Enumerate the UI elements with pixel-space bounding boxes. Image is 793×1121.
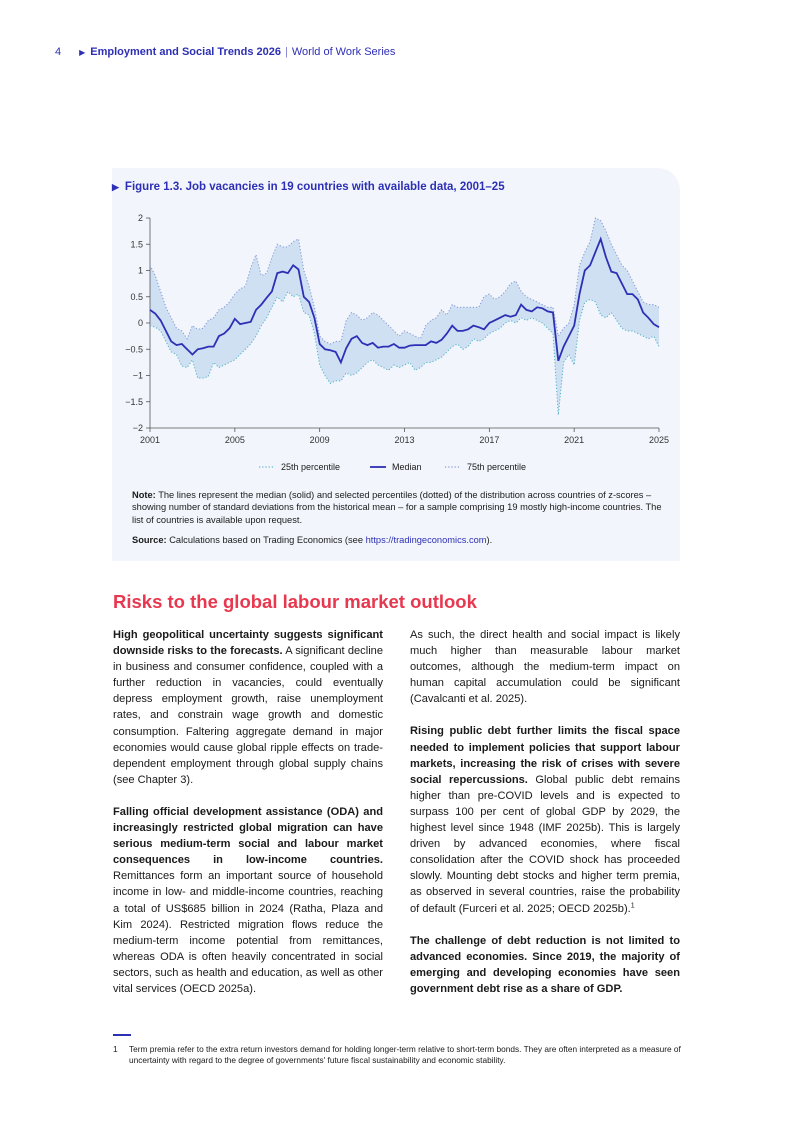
footnote — [113, 1044, 681, 1066]
paragraph-text: A significant decline in business and consumer confidence, coupled with a further reduction in vacancies, could eventually depress employment growth, raise unemployment rates, and constrain wage growth and domestic consumption. Faltering aggregate demand in major economies would cause global ripple effects on trade-dependent employment through global supply chains (see Chapter 3). — [113, 645, 383, 786]
source-label: Source: — [132, 535, 167, 545]
y-tick-label: −0.5 — [125, 344, 143, 355]
left-column — [113, 627, 383, 1013]
note-label: Note: — [132, 490, 156, 500]
source-text: Calculations based on Trading Economics (see — [169, 535, 366, 545]
paragraph — [410, 723, 680, 916]
y-tick-label: −1 — [132, 370, 143, 381]
triangle-icon: ▶ — [79, 47, 86, 57]
paragraph-lead: The challenge of debt reduction is not limited to advanced economies. Since 2019, the majority of emerging and developing economies have seen government debt rise as a share of GDP. — [410, 934, 680, 995]
figure-box — [112, 168, 680, 561]
paragraph-text: As such, the direct health and social impact is likely much higher than measurable labour market outcomes, although the medium-term impact on human capital accumulation could be significant (Cavalcanti et al. 2025). — [410, 629, 680, 706]
y-tick-label: 0.5 — [130, 291, 143, 302]
paragraph — [410, 933, 680, 997]
x-tick-label: 2005 — [224, 435, 245, 445]
paragraph-lead: Falling official development assistance (ODA) and increasingly restricted global migration can have serious medium-term social and labour market consequences in low-income countries. — [113, 805, 383, 867]
right-column — [410, 627, 680, 1013]
running-header — [55, 46, 395, 58]
paragraph — [113, 804, 383, 997]
figure-source — [132, 534, 672, 546]
y-tick-label: 1 — [137, 265, 143, 276]
paragraph-lead: Rising public debt further limits the fiscal space needed to implement policies that support labour markets, increasing the risk of crises with severe social repercussions. — [410, 725, 680, 786]
paragraph-text: Global public debt remains higher than pre-COVID levels and is expected to surpass 100 per cent of global GDP by 2029, the highest level since 1948 (IMF 2025b). This is largely driven by advanced economies, where fiscal consolidation after the COVID shock has proceeded slowly. Mounting debt stocks and higher term premia, as observed in several countries, raise the probability of default (Furceri et al. 2025; OECD 2025b). — [410, 773, 680, 915]
legend-label: Median — [392, 462, 422, 473]
x-tick-label: 2009 — [309, 435, 330, 445]
footnote-number: 1 — [113, 1044, 118, 1054]
report-title: Employment and Social Trends 2026 — [90, 46, 282, 58]
x-tick-label: 2025 — [648, 435, 670, 445]
percentile-band — [150, 218, 659, 415]
paragraph — [410, 627, 680, 707]
y-tick-label: 0 — [137, 318, 143, 329]
source-link[interactable]: https://tradingeconomics.com — [365, 535, 487, 545]
section-heading: Risks to the global labour market outlook — [113, 591, 477, 612]
y-tick-label: 1.5 — [130, 239, 143, 250]
line-chart — [112, 168, 680, 488]
x-tick-label: 2017 — [479, 435, 500, 445]
paragraph-text: Remittances form an important source of household income in low- and middle-income countries, reaching a total of US$685 billion in 2024 (Ratha, Plaza and Kim 2024). Restricted migration flows reduce the medium-term income potential from remittances, whereas ODA is often heavily concentrated in social sectors, such as health and education, as well as other vital services (OECD 2025a). — [113, 870, 383, 995]
figure-title-text: Figure 1.3. Job vacancies in 19 countries with available data, 2001–25 — [124, 181, 505, 193]
x-tick-label: 2013 — [394, 435, 415, 445]
header-separator: | — [285, 46, 288, 58]
x-tick-label: 2001 — [139, 435, 161, 445]
paragraph-lead: High geopolitical uncertainty suggests significant downside risks to the forecasts. — [113, 629, 383, 658]
y-tick-label: −2 — [132, 423, 143, 434]
y-tick-label: 2 — [137, 213, 143, 224]
source-end: ). — [486, 535, 493, 545]
figure-note — [132, 489, 672, 526]
legend-label: 25th percentile — [281, 462, 341, 473]
page-number: 4 — [55, 46, 62, 58]
note-text: The lines represent the median (solid) and selected percentiles (dotted) of the distribution across countries of z-scores – showing number of standard deviations from the historical mean – for a sample comprising 19 mostly high-income countries. The list of countries is available upon request. — [132, 490, 662, 525]
footnote-ref[interactable]: 1 — [630, 901, 635, 909]
x-tick-label: 2021 — [564, 435, 585, 445]
footnote-text: Term premia refer to the extra return investors demand for holding longer-term relative to short-term bonds. They are often interpreted as a measure of uncertainty with regard to the degree of governments' future fiscal sustainability and economic stability. — [129, 1044, 681, 1065]
series-name: World of Work Series — [291, 46, 396, 58]
paragraph — [113, 627, 383, 788]
y-tick-label: −1.5 — [125, 396, 143, 407]
footnote-rule — [113, 1034, 131, 1036]
legend-label: 75th percentile — [467, 462, 527, 473]
triangle-icon: ▶ — [112, 182, 119, 192]
